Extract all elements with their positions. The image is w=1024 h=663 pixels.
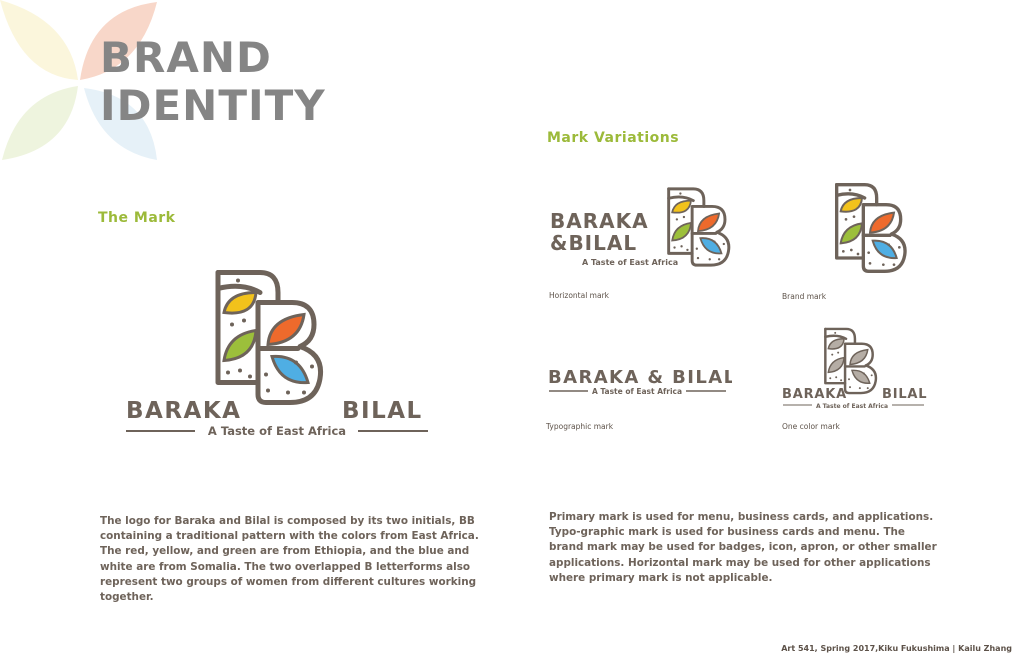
logo-word-right: BILAL <box>342 398 423 424</box>
bb-monogram-icon <box>837 185 905 272</box>
typographic-mark-caption: Typographic mark <box>546 422 614 431</box>
brand-mark-caption: Brand mark <box>782 292 827 301</box>
typographic-mark-graphic <box>546 364 732 398</box>
mark-description: The logo for Baraka and Bilal is composed by its two initials, BB containing a traditional pattern with the colors from East Africa. The red, yellow, and green are from Ethiopia, and the blue and white are from Somalia. The two overlapped B letterforms also represent two groups of women from different cultures working together. <box>100 515 479 604</box>
typographic-mark-wordmark: BARAKA & BILAL <box>548 367 732 388</box>
bb-monogram-icon <box>218 273 321 403</box>
primary-logo-graphic <box>120 260 435 440</box>
one-color-word-left: BARAKA <box>782 387 847 402</box>
the-mark-heading: The Mark <box>98 210 176 226</box>
typographic-mark-tagline: A Taste of East Africa <box>591 387 683 396</box>
one-color-tagline: A Taste of East Africa <box>815 403 889 410</box>
page-title-line1: BRAND <box>100 33 272 82</box>
logo-word-left: BARAKA <box>126 398 242 424</box>
horizontal-mark <box>548 183 738 273</box>
horizontal-mark-graphic <box>548 183 738 273</box>
horizontal-mark-tagline: A Taste of East Africa <box>582 258 679 267</box>
bb-monogram-icon <box>825 329 876 393</box>
page-title-line2: IDENTITY <box>100 81 326 130</box>
primary-logo <box>120 260 435 440</box>
bb-monogram-icon <box>669 189 729 265</box>
brand-mark <box>826 178 916 278</box>
horizontal-mark-caption: Horizontal mark <box>549 291 610 300</box>
horizontal-mark-line1: BARAKA <box>550 209 649 233</box>
typographic-mark <box>546 364 732 398</box>
logo-tagline: A Taste of East Africa <box>207 424 347 438</box>
one-color-word-right: BILAL <box>882 387 928 402</box>
footer-credit: Art 541, Spring 2017,Kiku Fukushima | Kailu Zhang <box>781 644 1012 653</box>
horizontal-mark-line2: &BILAL <box>550 231 638 255</box>
mark-variations-heading: Mark Variations <box>547 130 680 146</box>
one-color-mark-caption: One color mark <box>782 422 840 431</box>
mark-usage-text: Primary mark is used for menu, business cards, and applications. Typo-graphic mark is used for business cards and menu. The brand mark may be used for badges, icon, apron, or other smaller applications. Horizontal mark may be used for other applications where primary mark is not applicable. <box>549 511 937 584</box>
one-color-mark <box>780 324 928 410</box>
one-color-mark-graphic <box>780 324 928 410</box>
page-title <box>100 34 326 130</box>
brand-mark-graphic <box>826 178 916 278</box>
